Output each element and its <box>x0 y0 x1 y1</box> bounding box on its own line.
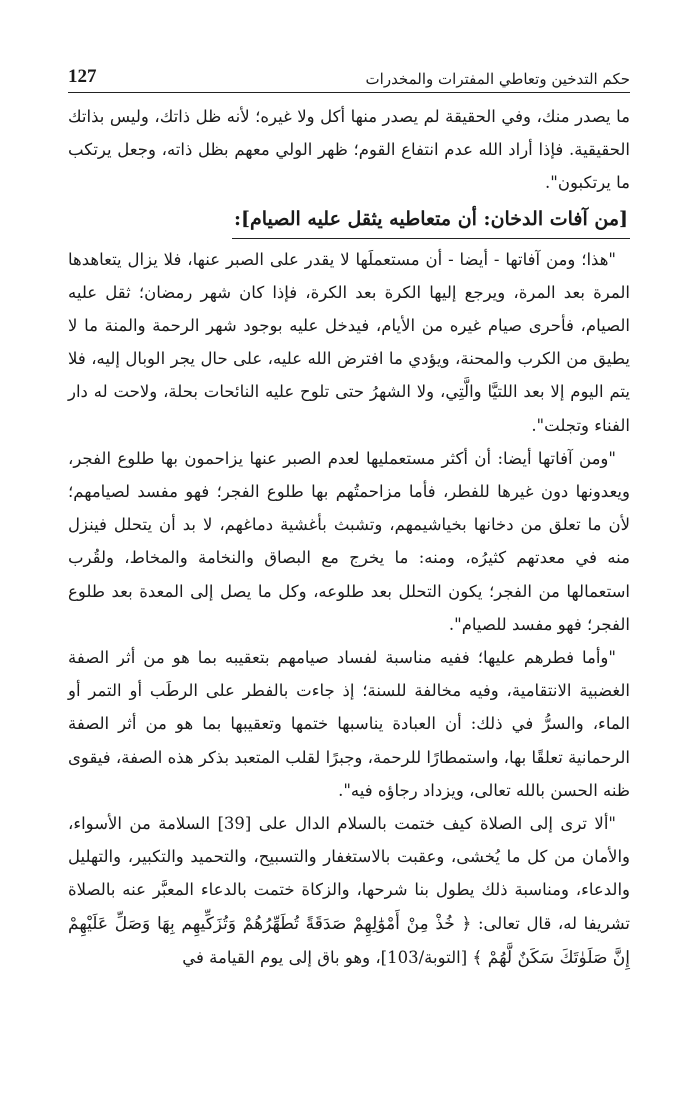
running-title: حكم التدخين وتعاطي المفترات والمخدرات <box>365 70 630 88</box>
paragraph-text: "ألا ترى إلى الصلاة كيف ختمت بالسلام الدال على [39] السلامة من الأسواء، والأمان من كل ما يُخشى، وعقبت بالاستغفار والتسبيح، والتحميد والتكبير، والتهليل والدعاء، ومناسبة ذلك يطول بنا شرحها، والزكاة ختمت بالدعاء المعبَّر عنه بالصلاة تشريفا له، قال تعالى: <box>68 814 631 933</box>
paragraph <box>68 807 630 975</box>
paragraph: ما يصدر منك، وفي الحقيقة لم يصدر منها أكل ولا غيره؛ لأنه ظل ذاتك، وليس بذاتك الحقيقية. فإذا أراد الله عدم انتفاع القوم؛ ظهر الولي معهم بظل ذاته، وجعل يرتكب ما يرتكبون". <box>68 107 630 193</box>
paragraph: "ومن آفاتها أيضا: أن أكثر مستعمليها لعدم الصبر عنها يزاحمون بها طلوع الفجر، ويعدونها دون غيرها للفطر، فأما مزاحمتُهم بها طلوع الفجر؛ فهو مفسد لصيامهم؛ لأن ما تعلق من دخانها بخياشيمهم، وتشبث بأغشية دماغهم، لا بد أن يتحلل فينزل منه في معدتهم كثيرُه، ومنه: ما يخرج مع البصاق والنخامة والمخاط، ولقُرب استعمالها من الفجر؛ يكون التحلل بعد طلوعه، وكل ما يصل إلى المعدة بعد طلوع الفجر؛ فهو مفسد للصيام". <box>68 448 630 634</box>
section-heading-wrapper <box>68 200 630 243</box>
quran-verse: ﴿ خُذْ مِنْ أَمْوَٰلِهِمْ صَدَقَةً تُطَهِّرُهُمْ وَتُزَكِّيهِم بِهَا وَصَلِّ عَلَيْهِمْ إِنَّ صَلَوٰتَكَ سَكَنٌ لَّهُمْ ﴾ <box>68 913 630 968</box>
page-header <box>68 58 630 93</box>
paragraph: "هذا؛ ومن آفاتها - أيضا - أن مستعملَها لا يقدر على الصبر عنها، فلا يزال يتعاهدها المرة بعد المرة، ويرجع إليها الكرة بعد الكرة، فإذا كان شهر رمضان؛ ثقل عليه الصيام، فأحرى صيام غيره من الأيام، فيدخل عليه بوجود شهر الرحمة والمنة ما لا يطيق من الكرب والمحنة، ويؤدي ما افترض الله عليه، على حال يجر الوبال إليه، فلا يتم اليوم إلا بعد اللتيَّا والَّتِي، ولا الشهرُ حتى تلوح عليه النائحات بحلة، ولاحت له دار الفناء وتجلت". <box>68 249 630 435</box>
paragraph: "وأما فطرهم عليها؛ ففيه مناسبة لفساد صيامهم بتعقيبه بما هو من أثر الصفة الغضبية الانتقامية، وفيه مخالفة للسنة؛ إذ جاءت بالفطر على الرطَب أو التمر أو الماء، والسرُّ في ذلك: أن العبادة يناسبها ختمها وتعقيبها بما هو من أثر الصفة الرحمانية تعلقًا بها، واستمطارًا للرحمة، وجبرًا لقلب المتعبد بذكر هذه الصفة، فيقوى ظنه الحسن بالله تعالى، ويزداد رجاؤه فيه". <box>68 648 630 800</box>
page-body <box>68 100 630 975</box>
section-heading: [من آفات الدخان: أن متعاطيه يثقل عليه الصيام]: <box>232 202 630 239</box>
paragraph-text: [التوبة/103]، وهو باق إلى يوم القيامة في <box>182 947 468 967</box>
page-number: 127 <box>68 66 97 87</box>
